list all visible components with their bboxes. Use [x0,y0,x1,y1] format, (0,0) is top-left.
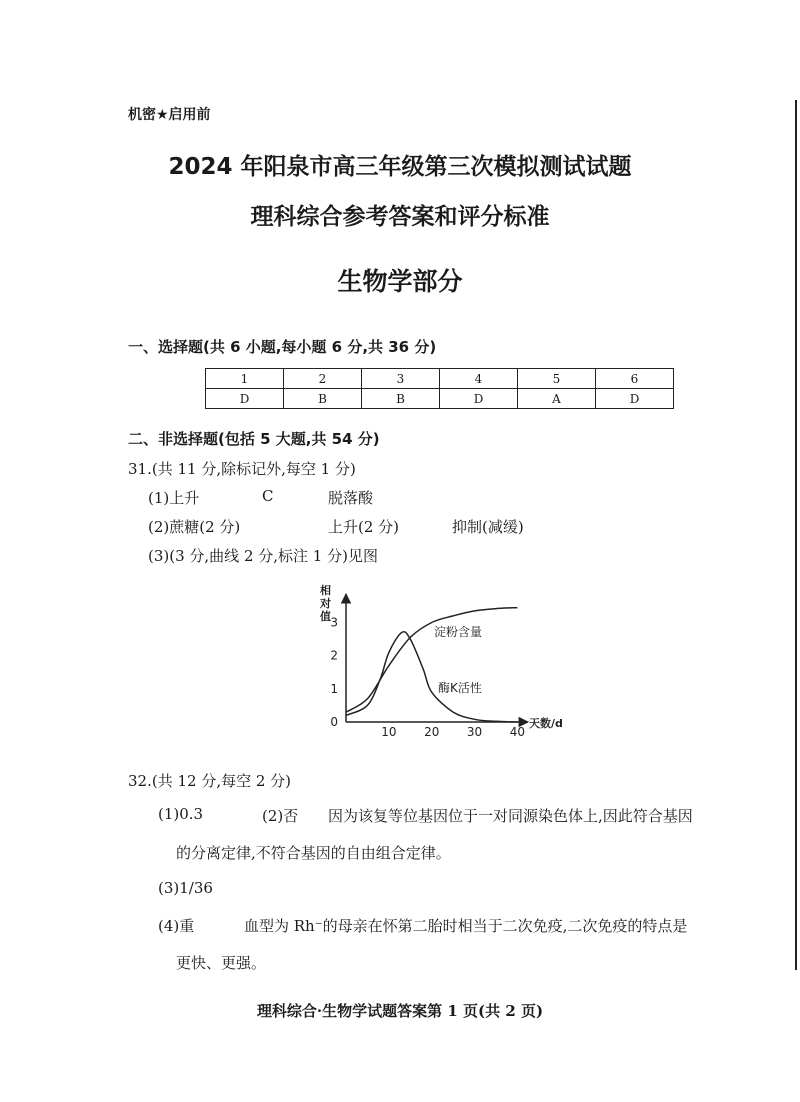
table-cell: D [440,389,518,409]
q31-p2-answer3: 抑制(减缓) [452,518,524,536]
table-cell: D [206,389,284,409]
q32-p3: (3)1/36 [158,879,213,897]
q32-heading: 32.(共 12 分,每空 2 分) [128,772,292,790]
q31-p2-answer2: 上升(2 分) [328,518,400,536]
y-axis-label-char: 值 [320,610,331,623]
series-line-enzyme [346,632,517,722]
section1-heading: 一、选择题(共 6 小题,每小题 6 分,共 36 分) [128,338,437,356]
section2-heading: 二、非选择题(包括 5 大题,共 54 分) [128,430,380,448]
q32-p1: (1)0.3 [158,805,204,823]
table-cell: 3 [362,369,440,389]
table-cell: 1 [206,369,284,389]
table-row-numbers [206,369,674,389]
table-cell: D [596,389,674,409]
table-cell: A [518,389,596,409]
q32-p4-cont: 更快、更强。 [176,954,267,972]
table-cell: 6 [596,369,674,389]
q32-p4-label: (4)重 [158,917,195,935]
biology-chart [316,582,578,752]
table-cell: B [362,389,440,409]
x-tick-label: 20 [424,725,440,739]
page-footer: 理科综合·生物学试题答案第 1 页(共 2 页) [256,1002,544,1020]
series-label-enzyme: 酶K活性 [438,681,482,695]
answer-table [205,368,674,409]
q31-p1-answer2: C [262,487,274,505]
y-tick-label: 2 [330,648,338,663]
x-axis-label: 天数/d [529,717,563,730]
q31-p2-label: (2)蔗糖(2 分) [148,518,241,536]
q32-p2-label: (2)否 [262,807,299,825]
y-tick-label: 3 [330,615,338,630]
y-tick-label: 1 [330,681,338,696]
series-line-starch [346,608,517,713]
table-cell: B [284,389,362,409]
q31-p1-answer3: 脱落酸 [328,489,374,507]
table-cell: 4 [440,369,518,389]
q31-heading: 31.(共 11 分,除标记外,每空 1 分) [128,460,356,478]
q32-p2-text: 因为该复等位基因位于一对同源染色体上,因此符合基因 [328,807,693,825]
table-cell: 5 [518,369,596,389]
x-tick-label: 10 [381,725,397,739]
confidential-label: 机密★启用前 [128,107,211,123]
subject-title: 生物学部分 [337,267,463,296]
series-label-starch: 淀粉含量 [434,625,483,639]
q31-p3: (3)(3 分,曲线 2 分,标注 1 分)见图 [148,547,378,565]
y-axis-label [319,583,331,623]
table-cell: 2 [284,369,362,389]
x-tick-label: 30 [466,725,483,739]
y-tick-label: 0 [330,715,338,729]
y-axis-label-char: 相 [320,584,331,597]
q31-p1-label: (1)上升 [148,489,200,507]
exam-title: 2024 年阳泉市高三年级第三次模拟测试试题 [168,154,632,180]
q32-p2-cont: 的分离定律,不符合基因的自由组合定律。 [176,844,451,862]
x-tick-label: 40 [509,725,526,739]
answer-title: 理科综合参考答案和评分标准 [250,204,550,230]
table-row-answers [206,389,674,409]
q32-p4-text: 血型为 Rh⁻的母亲在怀第二胎时相当于二次免疫,二次免疫的特点是 [244,917,688,935]
y-axis-label-char: 对 [320,597,331,610]
